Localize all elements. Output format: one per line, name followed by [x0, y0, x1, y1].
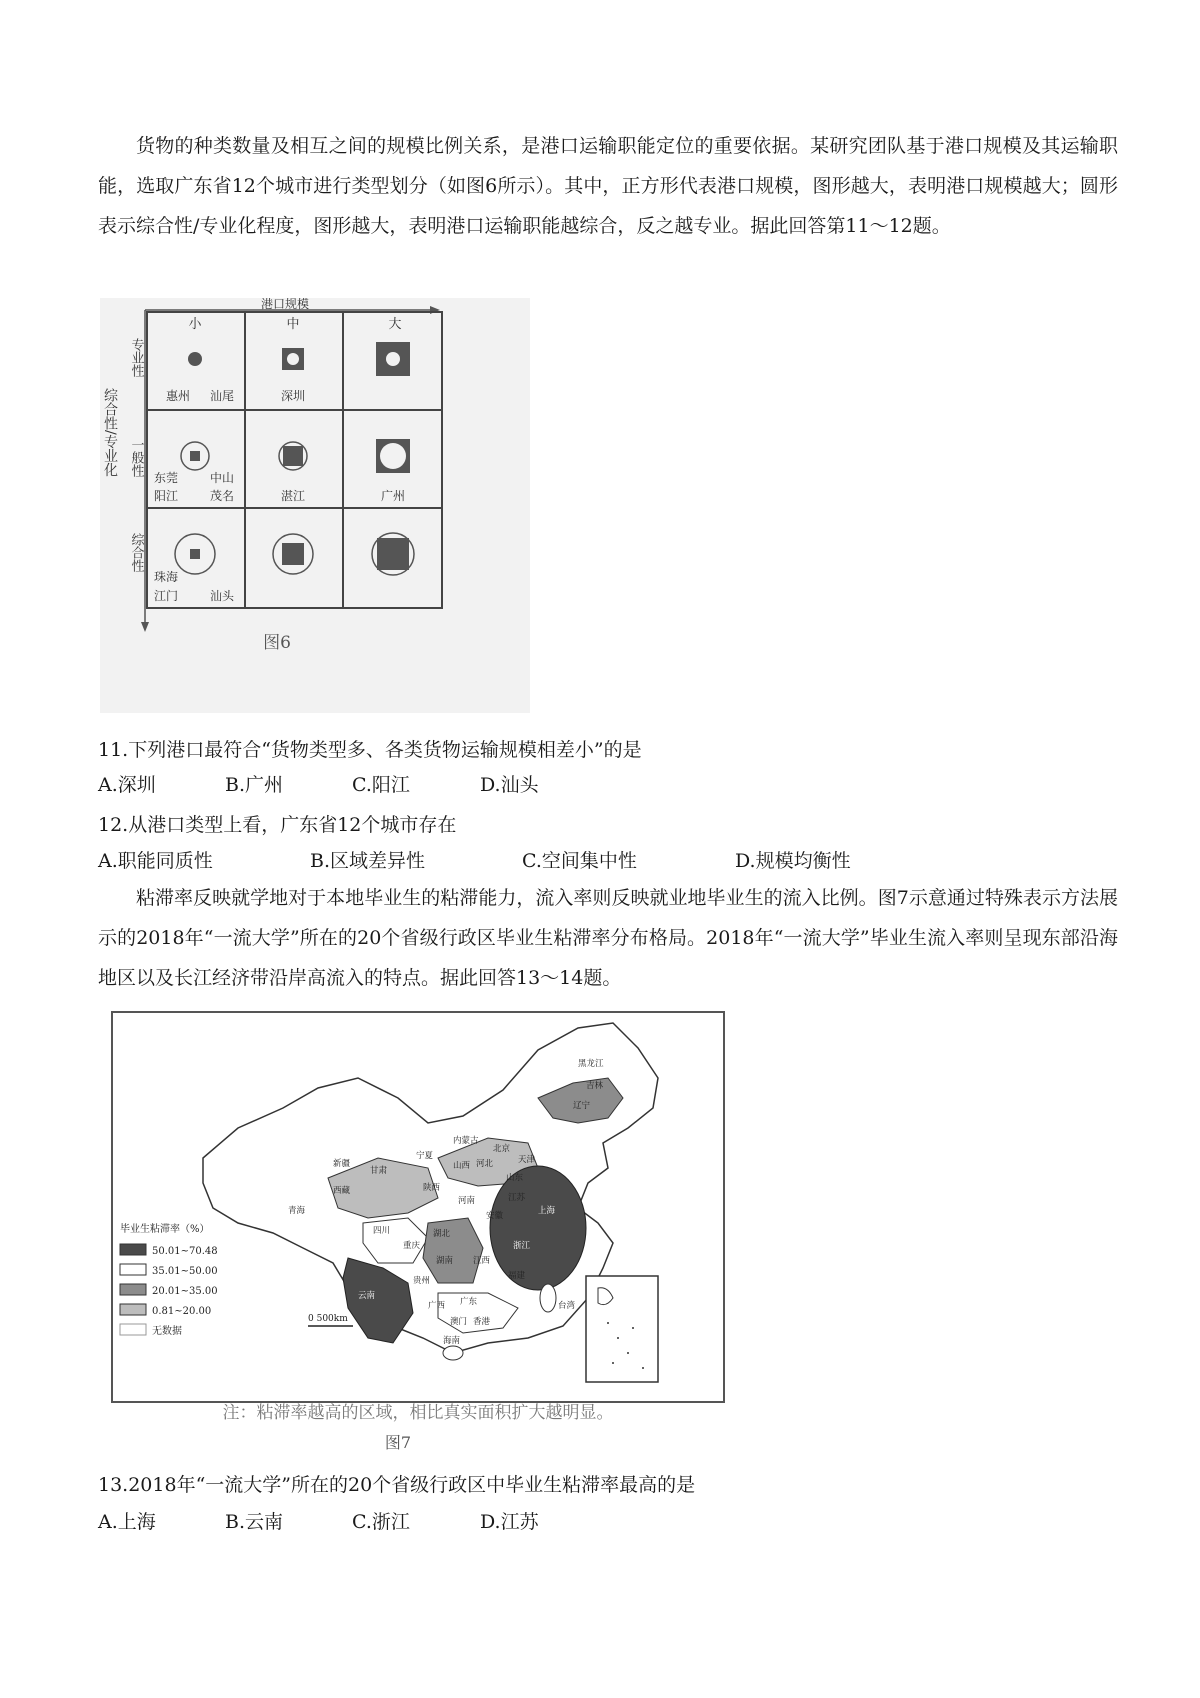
cell-2-3-city: 广州: [380, 489, 406, 503]
q12-stem: 12.从港口类型上看，广东省12个城市存在: [98, 814, 457, 836]
cell-2-1-city-b: 中山: [209, 471, 235, 485]
q13-option-a[interactable]: A.上海: [98, 1511, 156, 1533]
province-label: 河北: [476, 1159, 494, 1169]
q11-option-a[interactable]: A.深圳: [98, 774, 156, 796]
cell-2-1-square: [190, 451, 200, 461]
figure-7-caption: 图7: [384, 1433, 412, 1452]
col-label-small: 小: [188, 317, 202, 332]
q13-option-d[interactable]: D.江苏: [480, 1511, 539, 1533]
cell-3-1-city-b: 江门: [153, 589, 179, 603]
figure-6-caption: 图6: [263, 633, 291, 653]
cell-1-1-symbol: [188, 352, 202, 366]
province-label: 黑龙江: [578, 1059, 604, 1069]
province-label: 西藏: [333, 1186, 351, 1196]
province-label: 广西: [428, 1301, 446, 1311]
cell-2-2-square: [283, 446, 303, 466]
legend-title: 毕业生粘滞率（%）: [120, 1224, 210, 1235]
figure-6-port-classification: [100, 298, 530, 713]
top-axis-title: 港口规模: [260, 298, 310, 311]
cell-3-1-city-c: 汕头: [209, 589, 235, 603]
intro-paragraph-1: 货物的种类数量及相互之间的规模比例关系，是港口运输职能定位的重要依据。某研究团队基于港口规模及其运输职能，选取广东省12个城市进行类型划分（如图6所示）。其中，正方形代表港口规模，图形越大，表明港口规模越大；圆形表示综合性/专业化程度，图形越大，表明港口运输职能越综合，反之越专业。据此回答第11～12题。: [98, 135, 1118, 237]
province-label: 内蒙古: [453, 1136, 479, 1146]
province-label: 安徽: [486, 1211, 504, 1221]
left-axis-title: 综合性/专业化: [102, 388, 118, 477]
cell-1-3-circle: [386, 352, 400, 366]
legend-swatch-5: [120, 1324, 146, 1335]
cell-3-2-square: [282, 543, 304, 565]
east-coast-region: [490, 1166, 586, 1290]
scale-label: 0 500km: [308, 1314, 348, 1324]
cell-2-2-city: 湛江: [280, 489, 306, 503]
province-label: 天津: [518, 1155, 536, 1165]
q13-option-c[interactable]: C.浙江: [352, 1511, 410, 1533]
legend-label-3: 20.01~35.00: [152, 1286, 218, 1297]
q11-option-d[interactable]: D.汕头: [480, 774, 539, 796]
cell-3-1-city-a: 珠海: [153, 570, 179, 584]
hainan-island: [443, 1346, 463, 1360]
cell-2-3-circle: [380, 443, 406, 469]
legend-label-5: 无数据: [152, 1326, 182, 1337]
cell-2-1-city-d: 茂名: [209, 489, 235, 503]
province-label: 陕西: [423, 1183, 441, 1193]
province-label: 福建: [508, 1271, 526, 1281]
province-label: 江西: [473, 1256, 491, 1266]
province-label: 北京: [493, 1144, 511, 1154]
row-label-specialized: 专业性: [128, 338, 144, 377]
province-label: 澳门: [450, 1317, 468, 1327]
col-label-large: 大: [388, 317, 402, 332]
q11-option-c[interactable]: C.阳江: [352, 774, 410, 796]
south-china-sea-inset: [586, 1276, 658, 1382]
legend-swatch-3: [120, 1284, 146, 1295]
province-label: 甘肃: [370, 1166, 388, 1176]
legend-label-4: 0.81~20.00: [152, 1306, 212, 1317]
province-label: 青海: [288, 1206, 306, 1216]
province-label: 上海: [538, 1206, 556, 1216]
q13-option-b[interactable]: B.云南: [225, 1511, 284, 1533]
col-label-medium: 中: [286, 317, 300, 332]
cell-3-3-square: [377, 538, 409, 570]
province-label: 吉林: [586, 1081, 604, 1091]
province-label: 海南: [443, 1336, 461, 1346]
q12-option-b[interactable]: B.区域差异性: [310, 850, 426, 872]
cell-1-1-city-b: 汕尾: [209, 389, 235, 403]
q12-option-c[interactable]: C.空间集中性: [522, 850, 637, 872]
legend-swatch-2: [120, 1264, 146, 1275]
legend-swatch-1: [120, 1244, 146, 1255]
taiwan-island: [540, 1284, 556, 1312]
province-label: 河南: [458, 1196, 476, 1206]
legend-label-1: 50.01~70.48: [152, 1246, 218, 1257]
province-label: 辽宁: [573, 1101, 591, 1111]
province-label: 重庆: [403, 1241, 421, 1251]
province-label: 新疆: [333, 1159, 351, 1169]
cell-1-1-city-a: 惠州: [165, 389, 191, 403]
q13-stem: 13.2018年“一流大学”所在的20个省级行政区中毕业生粘滞率最高的是: [98, 1474, 696, 1496]
cell-2-1-city-a: 东莞: [153, 471, 179, 485]
legend-swatch-4: [120, 1304, 146, 1315]
q12-option-d[interactable]: D.规模均衡性: [735, 850, 851, 872]
cell-1-2-circle: [287, 353, 299, 365]
figure-7-graduate-retention-map: [108, 1008, 728, 1463]
province-label: 贵州: [413, 1276, 431, 1286]
figure-7-note: 注：粘滞率越高的区域，相比真实面积扩大越明显。: [222, 1403, 614, 1423]
province-label: 山西: [453, 1161, 471, 1171]
province-label: 湖北: [433, 1229, 451, 1239]
province-label: 云南: [358, 1291, 376, 1301]
legend-label-2: 35.01~50.00: [152, 1266, 218, 1277]
province-label: 台湾: [558, 1301, 576, 1311]
province-label: 江苏: [508, 1193, 526, 1203]
cell-1-2-city: 深圳: [280, 389, 306, 403]
q11-stem: 11.下列港口最符合“货物类型多、各类货物运输规模相差小”的是: [98, 739, 642, 761]
province-label: 湖南: [436, 1256, 454, 1266]
province-label: 香港: [473, 1317, 491, 1327]
province-label: 四川: [373, 1226, 391, 1236]
intro-paragraph-2: 粘滞率反映就学地对于本地毕业生的粘滞能力，流入率则反映就业地毕业生的流入比例。图7示意通过特殊表示方法展示的2018年“一流大学”所在的20个省级行政区毕业生粘滞率分布格局。2018年“一流大学”毕业生流入率则呈现东部沿海地区以及长江经济带沿岸高流入的特点。据此回答13～14题。: [98, 887, 1118, 989]
cell-3-1-square: [190, 549, 200, 559]
province-label: 浙江: [513, 1241, 531, 1251]
q11-option-b[interactable]: B.广州: [225, 774, 284, 796]
row-label-comprehensive: 综合性: [128, 533, 144, 572]
province-label: 宁夏: [416, 1151, 434, 1161]
cell-2-1-city-c: 阳江: [153, 489, 179, 503]
q12-option-a[interactable]: A.职能同质性: [98, 850, 213, 872]
province-label: 广东: [460, 1297, 478, 1307]
row-label-general: 一般性: [128, 438, 144, 477]
province-label: 山东: [506, 1173, 524, 1183]
